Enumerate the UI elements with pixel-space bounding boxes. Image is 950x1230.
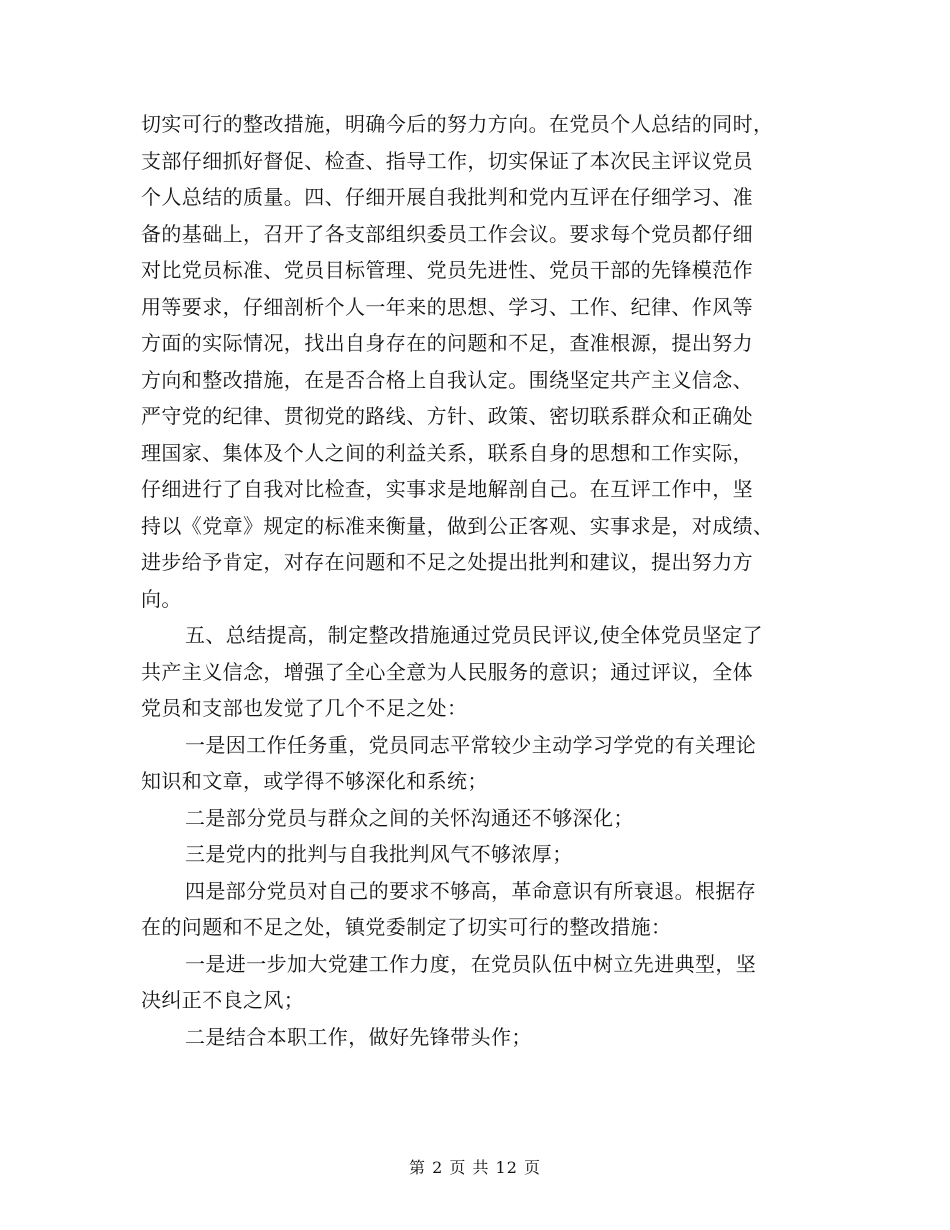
text-line: 党员和支部也发觉了几个不足之处：	[141, 696, 468, 720]
page-number: 第 2 页 共 12 页	[409, 1158, 541, 1177]
text-line: 在的问题和不足之处，镇党委制定了切实可行的整改措施：	[141, 915, 672, 939]
text-line: 对比党员标准、党员目标管理、党员先进性、党员干部的先锋模范作	[141, 258, 753, 282]
text-line: 方面的实际情况，找出自身存在的问题和不足，查准根源，提出努力	[141, 331, 753, 355]
text-line: 严守党的纪律、贯彻党的路线、方针、政策、密切联系群众和正确处	[141, 404, 753, 428]
text-line: 理国家、集体及个人之间的利益关系，联系自身的思想和工作实际，	[141, 440, 753, 465]
text-line: 一是进一步加大党建工作力度，在党员队伍中树立先进典型，坚	[185, 951, 757, 976]
text-line: 知识和文章，或学得不够深化和系统；	[141, 769, 488, 793]
text-line: 四是部分党员对自己的要求不够高，革命意识有所衰退。根据存	[185, 878, 757, 903]
text-line: 切实可行的整改措施，明确今后的努力方向。在党员个人总结的同时，	[141, 112, 774, 136]
text-line: 一是因工作任务重，党员同志平常较少主动学习学党的有关理论	[185, 732, 757, 757]
text-line: 五、总结提高，制定整改措施通过党员民评议,使全体党员坚定了	[185, 623, 763, 647]
text-line: 共产主义信念，增强了全心全意为人民服务的意识；通过评议，全体	[141, 659, 753, 684]
text-line: 进步给予肯定，对存在问题和不足之处提出批判和建议，提出努力方	[141, 550, 753, 574]
text-line: 备的基础上，召开了各支部组织委员工作会议。要求每个党员都仔细	[141, 221, 753, 246]
text-line: 用等要求，仔细剖析个人一年来的思想、学习、工作、纪律、作风等	[141, 294, 753, 319]
text-line: 二是结合本职工作，做好先锋带头作；	[185, 1024, 532, 1049]
text-line: 支部仔细抓好督促、检查、指导工作，切实保证了本次民主评议党员	[141, 148, 753, 173]
text-line: 二是部分党员与群众之间的关怀沟通还不够深化；	[185, 805, 634, 830]
text-line: 向。	[141, 586, 182, 611]
text-line: 仔细进行了自我对比检查，实事求是地解剖自己。在互评工作中，坚	[141, 477, 753, 501]
text-line: 三是党内的批判与自我批判风气不够浓厚；	[185, 842, 573, 866]
text-line: 方向和整改措施，在是否合格上自我认定。围绕坚定共产主义信念、	[141, 367, 753, 392]
text-line: 持以《党章》规定的标准来衡量，做到公正客观、实事求是，对成绩、	[141, 513, 774, 538]
document-body	[141, 106, 813, 1055]
text-line: 个人总结的质量。四、仔细开展自我批判和党内互评在仔细学习、准	[141, 185, 753, 209]
text-line: 决纠正不良之风；	[141, 988, 305, 1012]
